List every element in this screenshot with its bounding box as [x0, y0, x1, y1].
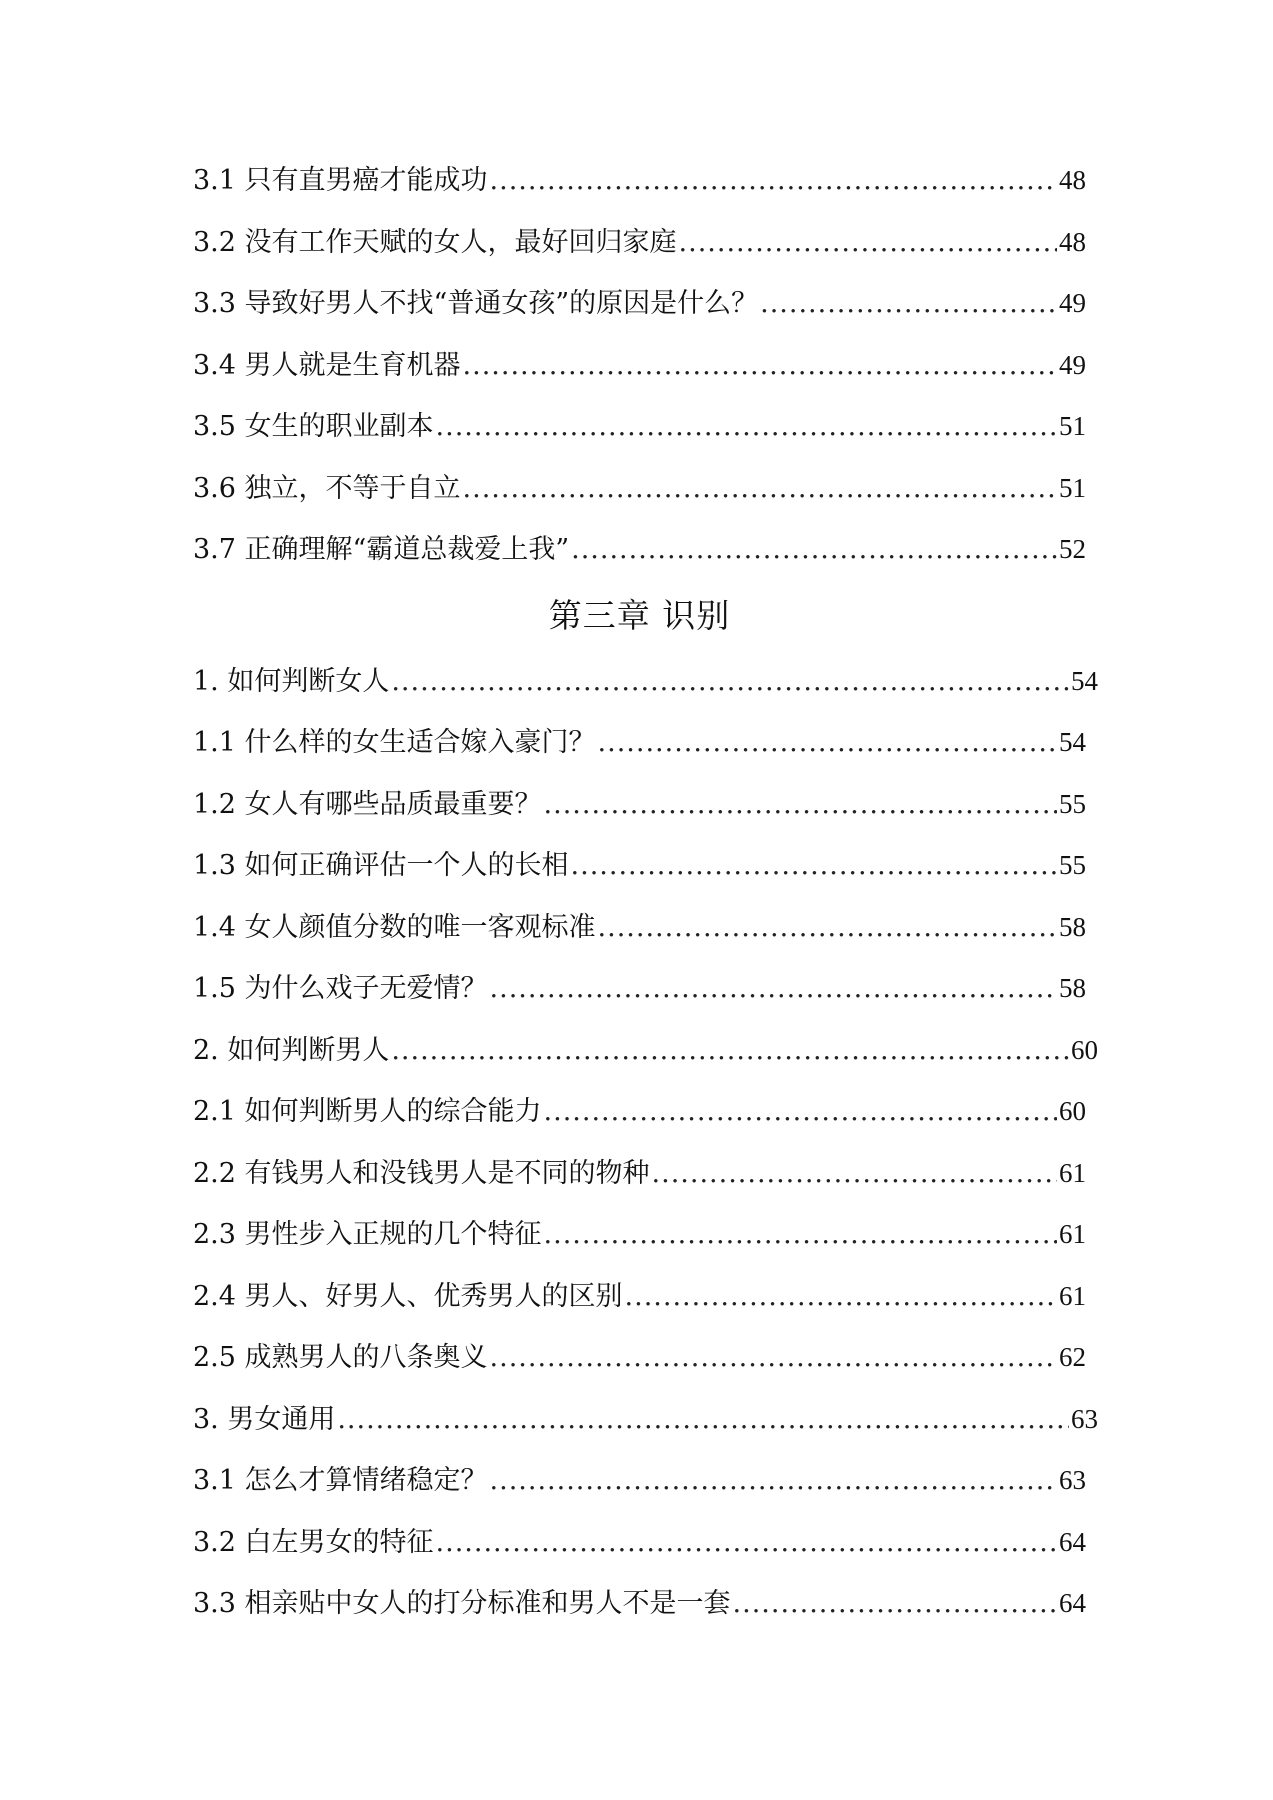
toc-entry [193, 1266, 1086, 1328]
toc-entry [193, 1450, 1086, 1512]
toc-entry-title: 3.5 女生的职业副本 [193, 411, 434, 442]
toc-entry-title: 3.2 没有工作天赋的女人，最好回归家庭 [193, 226, 677, 258]
toc-entry-page-number: 51 [1059, 411, 1086, 441]
toc-entry-page-number: 64 [1059, 1588, 1086, 1618]
toc-entry-title: 2.4 男人、好男人、优秀男人的区别 [193, 1280, 623, 1312]
toc-dot-leader [679, 212, 1057, 274]
toc-dot-leader [490, 958, 1057, 1020]
toc-entry-page-number: 49 [1059, 349, 1086, 380]
toc-entry [193, 273, 1086, 335]
toc-entry [193, 150, 1086, 212]
toc-entry-title: 2.1 如何判断男人的综合能力 [193, 1096, 542, 1127]
toc-dot-leader [463, 458, 1057, 520]
toc-entry-title: 3.1 只有直男癌才能成功 [193, 165, 488, 196]
toc-entry-title: 2.5 成熟男人的八条奥义 [193, 1342, 488, 1373]
toc-dot-leader [733, 1573, 1057, 1635]
toc-dot-leader [571, 835, 1057, 897]
toc-entry-page-number: 52 [1059, 534, 1086, 564]
toc-entry [193, 897, 1086, 959]
toc-group-before-chapter [193, 150, 1086, 581]
toc-entry-page-number: 58 [1059, 911, 1086, 942]
toc-dot-leader [337, 1389, 1069, 1451]
toc-entry [193, 212, 1086, 274]
toc-entry [193, 1143, 1086, 1205]
toc-entry-title: 3.6 独立，不等于自立 [193, 472, 461, 504]
toc-entry-title: 3.2 白左男女的特征 [193, 1526, 434, 1558]
toc-entry [193, 1512, 1086, 1574]
toc-entry [193, 958, 1086, 1020]
toc-entry-title: 1. 如何判断女人 [193, 665, 390, 697]
toc-entry-page-number: 63 [1071, 1403, 1098, 1434]
toc-dot-leader [598, 897, 1057, 959]
toc-entry [193, 1573, 1086, 1635]
toc-entry-title: 1.1 什么样的女生适合嫁入豪门？ [193, 727, 596, 758]
toc-entry-title: 3.1 怎么才算情绪稳定？ [193, 1465, 488, 1496]
toc-entry [193, 396, 1086, 458]
toc-dot-leader [652, 1143, 1057, 1205]
toc-entry-page-number: 51 [1059, 472, 1086, 503]
toc-entry-title: 1.3 如何正确评估一个人的长相 [193, 850, 569, 881]
toc-entry [193, 835, 1086, 897]
toc-entry-title: 3.3 相亲贴中女人的打分标准和男人不是一套 [193, 1588, 731, 1619]
toc-entry-title: 3.3 导致好男人不找“普通女孩”的原因是什么？ [193, 288, 759, 319]
toc-entry-title: 3. 男女通用 [193, 1403, 336, 1435]
toc-entry [193, 774, 1086, 836]
toc-entry-page-number: 55 [1059, 850, 1086, 880]
toc-entry-page-number: 60 [1071, 1034, 1098, 1065]
toc-entry-page-number: 64 [1059, 1526, 1086, 1557]
toc-dot-leader [391, 651, 1069, 713]
toc-entry-page-number: 48 [1059, 226, 1086, 257]
toc-dot-leader [571, 519, 1057, 581]
toc-entry [193, 1020, 1098, 1082]
toc-entry-page-number: 60 [1059, 1096, 1086, 1126]
toc-entry-page-number: 61 [1059, 1219, 1086, 1249]
toc-dot-leader [490, 150, 1057, 212]
toc-entry [193, 519, 1086, 581]
toc-entry-title: 2.3 男性步入正规的几个特征 [193, 1219, 542, 1250]
toc-dot-leader [760, 273, 1057, 335]
toc-dot-leader [490, 1450, 1057, 1512]
toc-entry [193, 1204, 1086, 1266]
toc-entry [193, 335, 1086, 397]
toc-entry [193, 1081, 1086, 1143]
toc-entry [193, 1389, 1098, 1451]
table-of-contents [193, 150, 1098, 1635]
toc-dot-leader [436, 1512, 1057, 1574]
toc-entry-page-number: 49 [1059, 288, 1086, 318]
toc-dot-leader [490, 1327, 1057, 1389]
toc-group-chapter-three [193, 651, 1098, 1635]
toc-dot-leader [544, 774, 1057, 836]
toc-entry-page-number: 61 [1059, 1280, 1086, 1311]
toc-dot-leader [544, 1204, 1057, 1266]
toc-entry-title: 3.7 正确理解“霸道总裁爱上我” [193, 534, 570, 565]
toc-dot-leader [598, 712, 1057, 774]
toc-entry-page-number: 61 [1059, 1157, 1086, 1188]
toc-entry-title: 2.2 有钱男人和没钱男人是不同的物种 [193, 1157, 650, 1189]
toc-dot-leader [436, 396, 1057, 458]
toc-entry-page-number: 54 [1071, 665, 1098, 696]
toc-entry-page-number: 55 [1059, 788, 1086, 819]
toc-dot-leader [625, 1266, 1057, 1328]
toc-entry-title: 2. 如何判断男人 [193, 1034, 390, 1066]
toc-entry-title: 1.5 为什么戏子无爱情？ [193, 973, 488, 1004]
toc-entry [193, 1327, 1086, 1389]
toc-entry-page-number: 58 [1059, 973, 1086, 1003]
toc-entry-page-number: 54 [1059, 727, 1086, 757]
toc-entry-title: 1.2 女人有哪些品质最重要？ [193, 788, 542, 820]
toc-entry-page-number: 48 [1059, 165, 1086, 195]
toc-entry [193, 458, 1086, 520]
toc-dot-leader [463, 335, 1057, 397]
toc-dot-leader [544, 1081, 1057, 1143]
toc-entry-title: 3.4 男人就是生育机器 [193, 349, 461, 381]
toc-entry [193, 712, 1086, 774]
toc-entry-page-number: 62 [1059, 1342, 1086, 1372]
toc-entry [193, 651, 1098, 713]
toc-dot-leader [391, 1020, 1069, 1082]
toc-entry-page-number: 63 [1059, 1465, 1086, 1495]
toc-entry-title: 1.4 女人颜值分数的唯一客观标准 [193, 911, 596, 943]
chapter-heading: 第三章 识别 [548, 595, 731, 635]
